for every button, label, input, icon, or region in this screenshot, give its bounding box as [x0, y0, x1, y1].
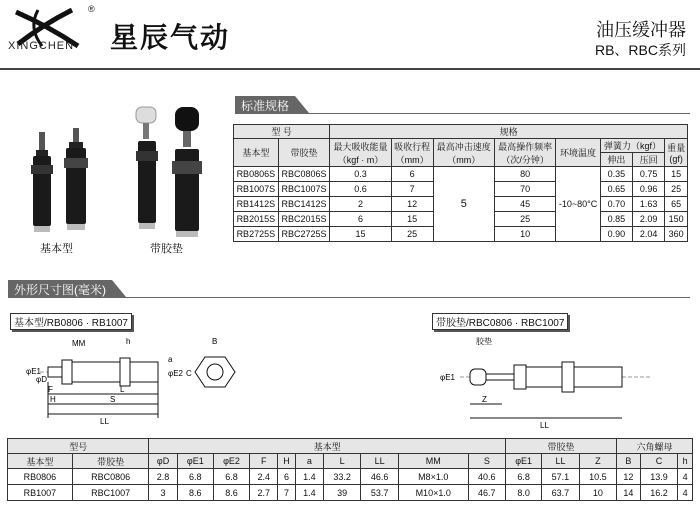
mark-l: L — [120, 385, 125, 394]
brand-cn: 星辰气动 — [110, 22, 231, 53]
header-divider — [0, 68, 700, 70]
mark-f: F — [48, 385, 53, 394]
dim-group-pad: 带胶垫 — [506, 439, 617, 454]
mark-mm: MM — [72, 339, 86, 348]
pad-caption: 带胶垫 — [150, 243, 183, 255]
table-row: RB2015S RBC2015S 6 15 25 0.85 2.09 150 — [234, 212, 688, 227]
mark-a: a — [168, 355, 173, 364]
mark-pad-ll: LL — [540, 421, 549, 430]
mark-ll: LL — [100, 417, 109, 426]
spec-compress-header: 压回 — [633, 153, 665, 167]
mark-pad-e1: φE1 — [440, 373, 455, 382]
dim-section-tab: 外形尺寸图(毫米) — [8, 280, 112, 297]
spec-stroke-header: 吸收行程 （mm） — [391, 139, 433, 167]
mark-b: B — [212, 337, 218, 346]
product-series: RB、RBC系列 — [594, 42, 686, 58]
basic-shock-absorber-photo — [20, 110, 105, 235]
basic-caption: 基本型 — [40, 243, 73, 255]
basic-dimension-drawing — [20, 332, 260, 432]
table-row: RB1007S RBC1007S 0.6 7 70 0.65 0.96 25 — [234, 182, 688, 197]
dim-group-model: 型号 — [8, 439, 149, 454]
dim-group-basic: 基本型 — [149, 439, 506, 454]
mark-z: Z — [482, 395, 487, 404]
pad-dimension-drawing — [430, 332, 670, 432]
spec-freq-header: 最高操作频率 （次/分钟） — [494, 139, 555, 167]
spec-section-rule — [235, 113, 690, 114]
table-row: RB0806S RBC0806S 0.3 6 5 80 -10~80°C 0.35 0.75 15 — [234, 167, 688, 182]
mark-e2: φE2 — [168, 369, 183, 378]
dimension-table — [7, 438, 693, 501]
table-row: RB1412S RBC1412S 2 12 45 0.70 1.63 65 — [234, 197, 688, 212]
table-row: RB0806 RBC0806 2.8 6.8 6.8 2.4 6 1.4 33.2 46.6 M8×1.0 40.6 6.8 57.1 10.5 12 13.9 4 — [8, 469, 693, 485]
spec-section-tab: 标准规格 — [235, 96, 295, 113]
mark-e1: φE1 — [26, 367, 41, 376]
spec-model-header: 型 号 — [234, 125, 330, 139]
mark-d: φD — [36, 375, 47, 384]
header — [0, 0, 700, 60]
mark-h: h — [126, 337, 131, 346]
spec-table — [233, 124, 688, 242]
spec-weight-header: 重量 (gf) — [665, 139, 688, 167]
mark-hh: H — [50, 395, 56, 404]
spec-energy-header: 最大吸收能量 （kgf · m） — [330, 139, 391, 167]
pad-shock-absorber-photo — [125, 105, 215, 240]
dim-section-rule — [8, 297, 690, 298]
pad-drawing-label: 带胶垫/RBC0806 · RBC1007 — [432, 313, 568, 330]
spec-spec-header: 规格 — [330, 125, 688, 139]
spec-extend-header: 伸出 — [600, 153, 632, 167]
spec-speed-header: 最高冲击速度 （mm） — [433, 139, 494, 167]
dim-group-nut: 六角螺母 — [617, 439, 693, 454]
basic-drawing-label: 基本型/RB0806 · RB1007 — [10, 313, 132, 330]
table-row: RB1007 RBC1007 3 8.6 8.6 2.7 7 1.4 39 53.7 M10×1.0 46.7 8.0 63.7 10 14 16.2 4 — [8, 485, 693, 501]
spec-temp-header: 环境温度 — [556, 139, 601, 167]
spec-temp-value: -10~80°C — [556, 167, 601, 242]
mark-c: C — [186, 369, 192, 378]
table-row: RB2725S RBC2725S 15 25 10 0.90 2.04 360 — [234, 227, 688, 242]
spec-speed-value: 5 — [433, 167, 494, 242]
mark-pad: 胶垫 — [476, 337, 492, 346]
spec-basic-header: 基本型 — [234, 139, 279, 167]
mark-s: S — [110, 395, 116, 404]
brand-en: XINGCHEN — [8, 40, 75, 52]
registered-mark: ® — [88, 4, 95, 14]
spec-spring-header: 弹簧力（kgf） — [600, 139, 665, 153]
dim-col-header-row: 基本型 带胶垫 φD φE1 φE2 F H a L LL MM S φE1 LL Z B C h — [8, 454, 693, 469]
spec-pad-header: 带胶垫 — [278, 139, 330, 167]
product-title: 油压缓冲器 — [596, 20, 686, 40]
